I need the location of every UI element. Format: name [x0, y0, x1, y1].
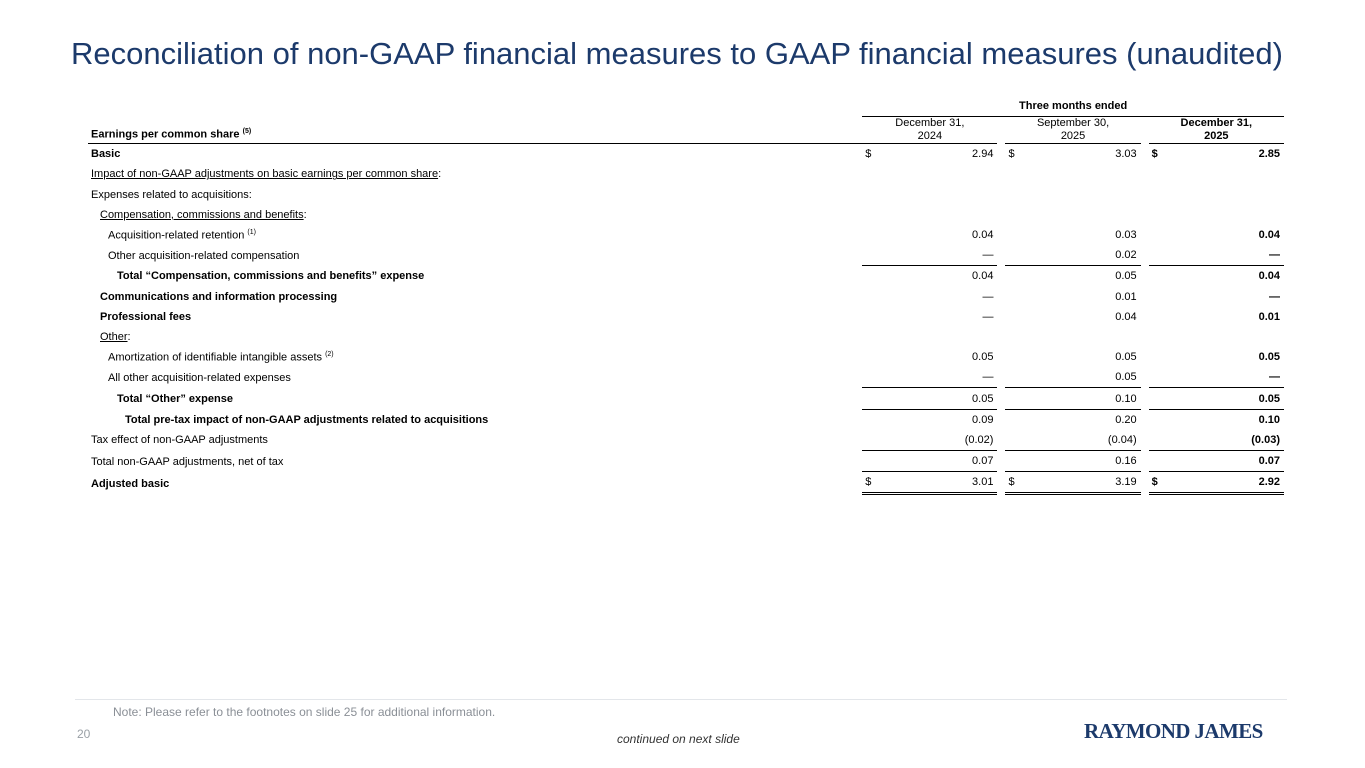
value-sep-2025: 0.03	[1115, 229, 1137, 242]
row-other-compensation	[88, 245, 1284, 266]
footnote-marker: (1)	[247, 228, 256, 236]
row-label: Other acquisition-related compensation	[108, 249, 300, 262]
value-dec-2025: 0.05	[1258, 351, 1280, 364]
value-dec-2025: 0.10	[1258, 413, 1280, 426]
row-label	[88, 164, 1284, 184]
dollar-sign: $	[865, 148, 872, 161]
row-label-text: Amortization of identifiable intangible assets	[108, 351, 323, 364]
value-sep-2025: 0.16	[1021, 451, 1140, 472]
header-columns-row	[88, 117, 1284, 144]
row-label	[88, 205, 1284, 225]
eps-header-label: Earnings per common share	[91, 128, 240, 141]
row-label-text: Other	[100, 330, 128, 343]
value-dec-2025: 0.01	[1258, 310, 1280, 323]
value-dec-2024: 0.04	[972, 229, 994, 242]
row-label: Expenses related to acquisitions:	[91, 188, 252, 201]
value-dec-2024: —	[982, 310, 994, 323]
row-label	[88, 347, 862, 367]
dollar-sign: $	[1149, 472, 1165, 495]
row-total-pretax	[88, 410, 1284, 430]
eps-header	[88, 117, 862, 144]
value-sep-2025: 0.04	[1115, 310, 1137, 323]
value-sep-2025: 0.02	[1021, 245, 1140, 266]
value-dec-2025: 0.04	[1258, 229, 1280, 242]
value-sep-2025: 0.05	[1021, 367, 1140, 388]
footnote-note: Note: Please refer to the footnotes on slide 25 for additional information.	[113, 705, 496, 719]
value-dec-2025: (0.03)	[1165, 430, 1284, 451]
footnote-marker: (2)	[325, 350, 334, 358]
row-label: All other acquisition-related expenses	[108, 371, 291, 384]
value-dec-2024: —	[878, 367, 997, 388]
col-header-dec-2024	[862, 117, 997, 144]
value-dec-2025: 0.04	[1258, 270, 1280, 283]
row-tax-effect	[88, 430, 1284, 451]
dollar-sign: $	[1151, 148, 1158, 161]
row-impact	[88, 164, 1284, 184]
row-label-text: Compensation, commissions and benefits	[100, 208, 304, 221]
value-dec-2024: 0.05	[878, 388, 997, 409]
row-label: Total “Other” expense	[117, 393, 233, 406]
row-label	[88, 225, 862, 245]
row-label: Professional fees	[100, 310, 192, 323]
three-months-ended-header: Three months ended	[862, 96, 1284, 117]
row-label: Communications and information processing	[100, 290, 338, 303]
row-compensation-heading	[88, 205, 1284, 225]
eps-footnote: (5)	[242, 127, 252, 135]
row-label-text: Acquisition-related retention	[108, 229, 245, 242]
row-amortization	[88, 347, 1284, 367]
value-dec-2025: 0.05	[1165, 388, 1284, 409]
continued-label: continued on next slide	[617, 732, 740, 746]
row-retention	[88, 225, 1284, 245]
value-dec-2024: 2.94	[972, 148, 994, 161]
col-header-line2: 2025	[1204, 130, 1229, 143]
dollar-sign: $	[1008, 148, 1015, 161]
value-dec-2025: 0.07	[1165, 451, 1284, 472]
col-header-sep-2025	[1005, 117, 1140, 144]
value-dec-2025: —	[1165, 367, 1284, 388]
row-expenses	[88, 185, 1284, 205]
col-header-line1: December 31,	[1180, 117, 1253, 130]
value-dec-2024: 0.09	[972, 413, 994, 426]
row-label-suffix: :	[127, 330, 131, 343]
slide-title: Reconciliation of non-GAAP financial measures to GAAP financial measures (unaudited)	[71, 36, 1283, 71]
value-dec-2025: 2.92	[1165, 472, 1284, 495]
value-sep-2025: 3.19	[1021, 472, 1140, 495]
row-label: Basic	[91, 148, 121, 161]
value-sep-2025: 0.05	[1115, 351, 1137, 364]
col-header-line1: December 31,	[895, 117, 965, 130]
row-total-other	[88, 388, 1284, 409]
value-dec-2024: 0.05	[972, 351, 994, 364]
header-group-row	[88, 96, 1284, 117]
row-label: Adjusted basic	[91, 477, 170, 490]
row-total-net	[88, 451, 1284, 472]
value-dec-2025: 2.85	[1258, 148, 1280, 161]
value-sep-2025: 0.10	[1021, 388, 1140, 409]
row-label: Tax effect of non-GAAP adjustments	[91, 434, 268, 447]
row-total-compensation	[88, 266, 1284, 286]
col-header-line2: 2024	[917, 130, 943, 143]
col-header-line1: September 30,	[1036, 117, 1110, 130]
row-adjusted-basic	[88, 472, 1284, 495]
col-header-line2: 2025	[1060, 130, 1086, 143]
raymond-james-logo: RAYMOND JAMES	[1084, 719, 1263, 743]
value-dec-2025: —	[1269, 290, 1280, 303]
value-dec-2024: (0.02)	[878, 430, 997, 451]
row-label-suffix: :	[438, 168, 442, 181]
row-label: Total “Compensation, commissions and benefits” expense	[117, 270, 425, 283]
value-dec-2024: —	[878, 245, 997, 266]
value-dec-2024: —	[982, 290, 994, 303]
footer-divider	[75, 699, 1287, 700]
col-header-dec-2025	[1149, 117, 1284, 144]
value-dec-2024: 3.01	[878, 472, 997, 495]
value-sep-2025: (0.04)	[1021, 430, 1140, 451]
row-label: Total non-GAAP adjustments, net of tax	[91, 455, 284, 468]
eps-reconciliation-table	[88, 96, 1284, 495]
value-dec-2024: 0.07	[878, 451, 997, 472]
value-dec-2025: —	[1165, 245, 1284, 266]
dollar-sign: $	[1005, 472, 1021, 495]
value-sep-2025: 3.03	[1115, 148, 1137, 161]
row-other-heading	[88, 327, 1284, 347]
row-label	[88, 327, 1284, 347]
value-sep-2025: 0.05	[1115, 270, 1137, 283]
row-label: Total pre-tax impact of non-GAAP adjustments related to acquisitions	[125, 413, 489, 426]
dollar-sign: $	[862, 472, 878, 495]
row-basic	[88, 144, 1284, 164]
row-label-suffix: :	[303, 208, 307, 221]
value-dec-2024: 0.04	[972, 270, 994, 283]
page-number: 20	[77, 727, 91, 741]
row-label-text: Impact of non-GAAP adjustments on basic earnings per common share	[91, 168, 439, 181]
value-sep-2025: 0.01	[1115, 290, 1137, 303]
row-all-other-expenses	[88, 367, 1284, 388]
row-communications	[88, 287, 1284, 307]
row-professional-fees	[88, 307, 1284, 327]
value-sep-2025: 0.20	[1115, 413, 1137, 426]
